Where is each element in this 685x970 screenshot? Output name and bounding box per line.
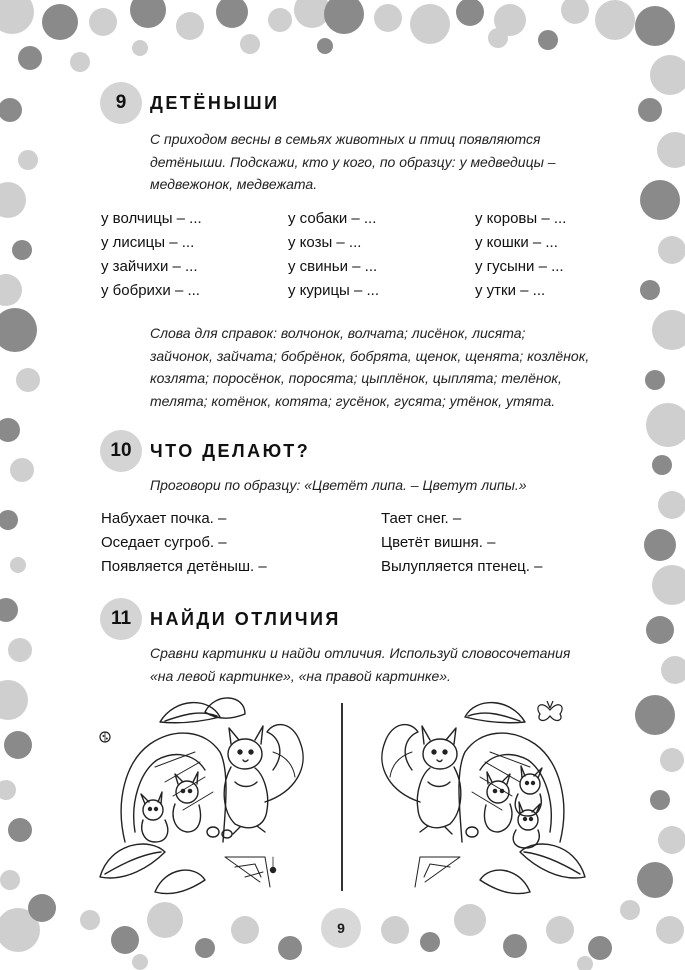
section-10-number: 10 xyxy=(100,430,142,472)
right-picture xyxy=(350,692,590,902)
hint-line: телята; котёнок, котята; гусёнок, гусята; утёнок, утята. xyxy=(150,392,556,409)
nut xyxy=(207,827,219,837)
decor-dot xyxy=(637,862,673,898)
decor-dot xyxy=(18,150,38,170)
decor-dot xyxy=(0,418,20,442)
section-9-title: ДЕТЁНЫШИ xyxy=(150,92,280,113)
decor-dot xyxy=(645,370,665,390)
phrase-cell: Набухает почка. – xyxy=(101,510,227,527)
leaf xyxy=(480,870,530,894)
decor-dot xyxy=(644,529,676,561)
big-squirrel-body xyxy=(224,767,268,828)
instruction-line: «на левой картинке», «на правой картинке». xyxy=(150,667,451,684)
section-9-instruction xyxy=(150,128,590,196)
tree-hollow xyxy=(121,733,226,842)
phrase-cell: Появляется детёныш. – xyxy=(101,558,267,575)
decor-dot xyxy=(0,680,28,720)
decor-dot xyxy=(4,731,32,759)
decor-dot xyxy=(640,280,660,300)
item-cell: у коровы – ... xyxy=(475,210,567,227)
butterfly xyxy=(538,701,562,720)
leaf xyxy=(100,844,165,878)
item-cell: у бобрихи – ... xyxy=(101,282,200,299)
spider xyxy=(271,868,276,873)
decor-dot xyxy=(28,894,56,922)
decor-dot xyxy=(657,132,685,168)
decor-dot xyxy=(640,180,680,220)
instruction-line: Сравни картинки и найди отличия. Используй словосочетания xyxy=(150,645,571,661)
decor-dot xyxy=(420,932,440,952)
section-10-header xyxy=(100,430,310,472)
section-9-header xyxy=(100,82,280,124)
decor-dot xyxy=(638,98,662,122)
decor-dot xyxy=(0,0,34,34)
decor-dot xyxy=(660,748,684,772)
decor-dot xyxy=(70,52,90,72)
section-9-number: 9 xyxy=(100,82,142,124)
decor-dot xyxy=(661,656,685,684)
decor-dot xyxy=(231,916,259,944)
decor-dot xyxy=(646,616,674,644)
section-9-hint xyxy=(150,322,620,412)
decor-dot xyxy=(546,916,574,944)
decor-dot xyxy=(12,240,32,260)
leaf xyxy=(205,698,245,718)
decor-dot xyxy=(0,98,22,122)
small-squirrel-head xyxy=(518,810,538,830)
decor-dot xyxy=(588,936,612,960)
decor-dot xyxy=(503,934,527,958)
decor-dot xyxy=(16,368,40,392)
leaf xyxy=(520,844,585,878)
decor-dot xyxy=(658,236,685,264)
squirrel-tail xyxy=(265,725,303,802)
section-11-header xyxy=(100,598,341,640)
decor-dot xyxy=(561,0,589,24)
section-11-instruction xyxy=(150,642,610,687)
spider-web xyxy=(225,857,270,887)
ladybug xyxy=(100,732,110,742)
decor-dot xyxy=(577,956,593,970)
phrase-cell: Цветёт вишня. – xyxy=(381,534,496,551)
item-cell: у козы – ... xyxy=(288,234,362,251)
item-cell: у лисицы – ... xyxy=(101,234,195,251)
small-squirrel-head xyxy=(520,774,540,794)
item-cell: у курицы – ... xyxy=(288,282,380,299)
big-squirrel-body xyxy=(417,767,461,828)
decor-dot xyxy=(268,8,292,32)
hint-line: зайчонок, зайчата; бобрёнок, бобрята, щенок, щенята; козлёнок, xyxy=(150,347,590,364)
decor-dot xyxy=(0,308,37,352)
instruction-line: детёныши. Подскажи, кто у кого, по образцу: у медведицы – xyxy=(150,153,556,170)
big-squirrel-head xyxy=(228,739,262,769)
decor-dot xyxy=(658,491,685,519)
instruction-line: С приходом весны в семьях животных и птиц появляются xyxy=(150,131,541,147)
decor-dot xyxy=(80,910,100,930)
decor-dot xyxy=(652,310,685,350)
section-11-number: 11 xyxy=(100,598,142,640)
decor-dot xyxy=(278,936,302,960)
hint-line: Слова для справок: волчонок, волчата; лисёнок, лисята; xyxy=(150,325,526,341)
decor-dot xyxy=(147,902,183,938)
left-picture xyxy=(95,692,335,902)
decor-dot xyxy=(0,182,26,218)
decor-dot xyxy=(656,916,684,944)
item-cell: у гусыни – ... xyxy=(475,258,564,275)
decor-dot xyxy=(0,274,22,306)
decor-dot xyxy=(456,0,484,26)
small-squirrel-head xyxy=(143,800,163,820)
decor-dot xyxy=(89,8,117,36)
decor-dot xyxy=(646,403,685,447)
decor-dot xyxy=(195,938,215,958)
decor-dot xyxy=(317,38,333,54)
leaf xyxy=(155,870,205,894)
decor-dot xyxy=(18,46,42,70)
phrase-cell: Тает снег. – xyxy=(381,510,462,527)
item-cell: у собаки – ... xyxy=(288,210,377,227)
decor-dot xyxy=(0,780,16,800)
decor-dot xyxy=(652,565,685,605)
item-cell: у зайчихи – ... xyxy=(101,258,198,275)
decor-dot xyxy=(10,557,26,573)
decor-dot xyxy=(410,4,450,44)
decor-dot xyxy=(650,55,685,95)
section-11-title: НАЙДИ ОТЛИЧИЯ xyxy=(150,608,341,629)
decor-dot xyxy=(8,638,32,662)
decor-dot xyxy=(176,12,204,40)
decor-dot xyxy=(595,0,635,40)
decor-dot xyxy=(538,30,558,50)
nut xyxy=(466,827,478,837)
picture-divider xyxy=(341,703,343,891)
decor-dot xyxy=(658,826,685,854)
item-cell: у утки – ... xyxy=(475,282,546,299)
decor-dot xyxy=(324,0,364,34)
decor-dot xyxy=(620,900,640,920)
instruction-line: медвежонок, медвежата. xyxy=(150,176,318,192)
decor-dot xyxy=(635,695,675,735)
decor-dot xyxy=(130,0,166,28)
item-cell: у кошки – ... xyxy=(475,234,558,251)
decor-dot xyxy=(0,870,20,890)
decor-dot xyxy=(381,916,409,944)
decor-dot xyxy=(0,510,18,530)
decor-dot xyxy=(216,0,248,28)
decor-dot xyxy=(10,458,34,482)
decor-dot xyxy=(374,4,402,32)
section-10-instruction: Проговори по образцу: «Цветёт липа. – Цветут липы.» xyxy=(150,477,527,493)
decor-dot xyxy=(42,4,78,40)
big-squirrel-head xyxy=(423,739,457,769)
decor-dot xyxy=(635,6,675,46)
decor-dot xyxy=(454,904,486,936)
item-cell: у волчицы – ... xyxy=(101,210,202,227)
decor-dot xyxy=(0,598,18,622)
decor-dot xyxy=(132,954,148,970)
phrase-cell: Вылупляется птенец. – xyxy=(381,558,543,575)
squirrel-tail xyxy=(382,725,420,802)
spider-web xyxy=(415,857,460,887)
hint-line: козлята; поросёнок, поросята; цыплёнок, цыплята; телёнок, xyxy=(150,370,562,386)
item-cell: у свиньи – ... xyxy=(288,258,378,275)
decor-dot xyxy=(240,34,260,54)
decor-dot xyxy=(652,455,672,475)
page-number: 9 xyxy=(321,908,361,948)
section-10-title: ЧТО ДЕЛАЮТ? xyxy=(150,440,311,461)
tree-hollow xyxy=(459,733,564,842)
phrase-cell: Оседает сугроб. – xyxy=(101,534,227,551)
decor-dot xyxy=(488,28,508,48)
decor-dot xyxy=(132,40,148,56)
decor-dot xyxy=(650,790,670,810)
decor-dot xyxy=(111,926,139,954)
decor-dot xyxy=(8,818,32,842)
